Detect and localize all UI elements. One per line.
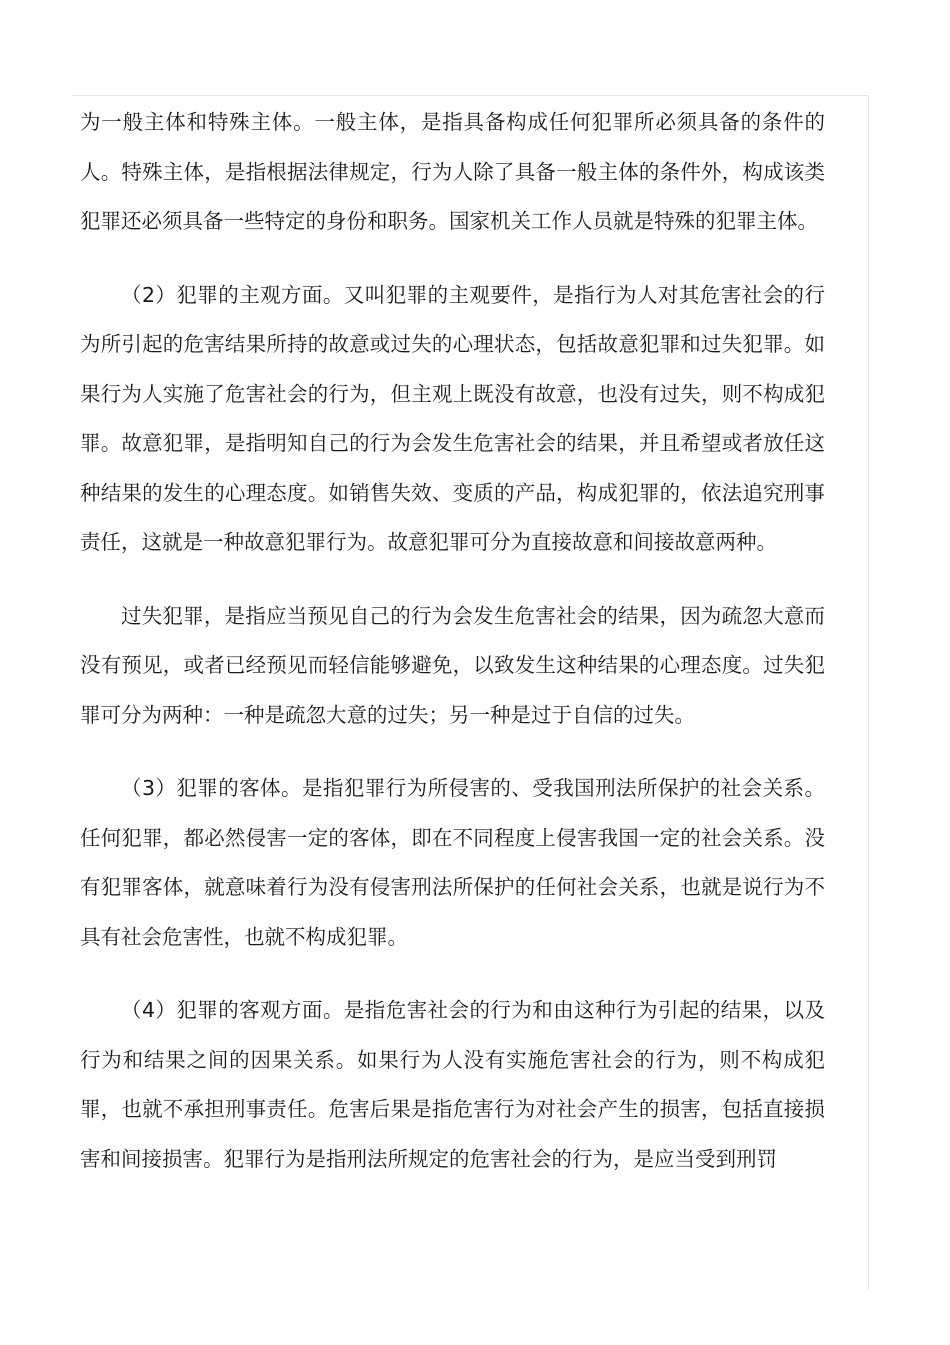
paragraph-crime-object: （3）犯罪的客体。是指犯罪行为所侵害的、受我国刑法所保护的社会关系。任何犯罪，都必然侵害一定的客体，即在不同程度上侵害我国一定的社会关系。没有犯罪客体，就意味着行为没有侵害刑法所保护的任何社会关系，也就是说行为不具有社会危害性，也就不构成犯罪。 [80,776,825,949]
paragraph-subjective-aspect: （2）犯罪的主观方面。又叫犯罪的主观要件，是指行为人对其危害社会的行为所引起的危害结果所持的故意或过失的心理状态，包括故意犯罪和过失犯罪。如果行为人实施了危害社会的行为，但主观上既没有故意，也没有过失，则不构成犯罪。故意犯罪，是指明知自己的行为会发生危害社会的结果，并且希望或者放任这种结果的发生的心理态度。如销售失效、变质的产品，构成犯罪的，依法追究刑事责任，这就是一种故意犯罪行为。故意犯罪可分为直接故意和间接故意两种。 [80,282,825,554]
paragraph-criminal-subject: 为一般主体和特殊主体。一般主体，是指具备构成任何犯罪所必须具备的条件的人。特殊主体，是指根据法律规定，行为人除了具备一般主体的条件外，构成该类犯罪还必须具备一些特定的身份和职务。国家机关工作人员就是特殊的犯罪主体。 [80,110,825,233]
paragraph-negligent-crime: 过失犯罪，是指应当预见自己的行为会发生危害社会的结果，因为疏忽大意而没有预见，或者已经预见而轻信能够避免，以致发生这种结果的心理态度。过失犯罪可分为两种：一种是疏忽大意的过失；另一种是过于自信的过失。 [80,603,825,727]
document-body [80,98,825,1184]
paragraph-objective-aspect: （4）犯罪的客观方面。是指危害社会的行为和由这种行为引起的结果，以及行为和结果之间的因果关系。如果行为人没有实施危害社会的行为，则不构成犯罪，也就不承担刑事责任。危害后果是指危害行为对社会产生的损害，包括直接损害和间接损害。犯罪行为是指刑法所规定的危害社会的行为，是应当受到刑罚 [80,998,825,1171]
